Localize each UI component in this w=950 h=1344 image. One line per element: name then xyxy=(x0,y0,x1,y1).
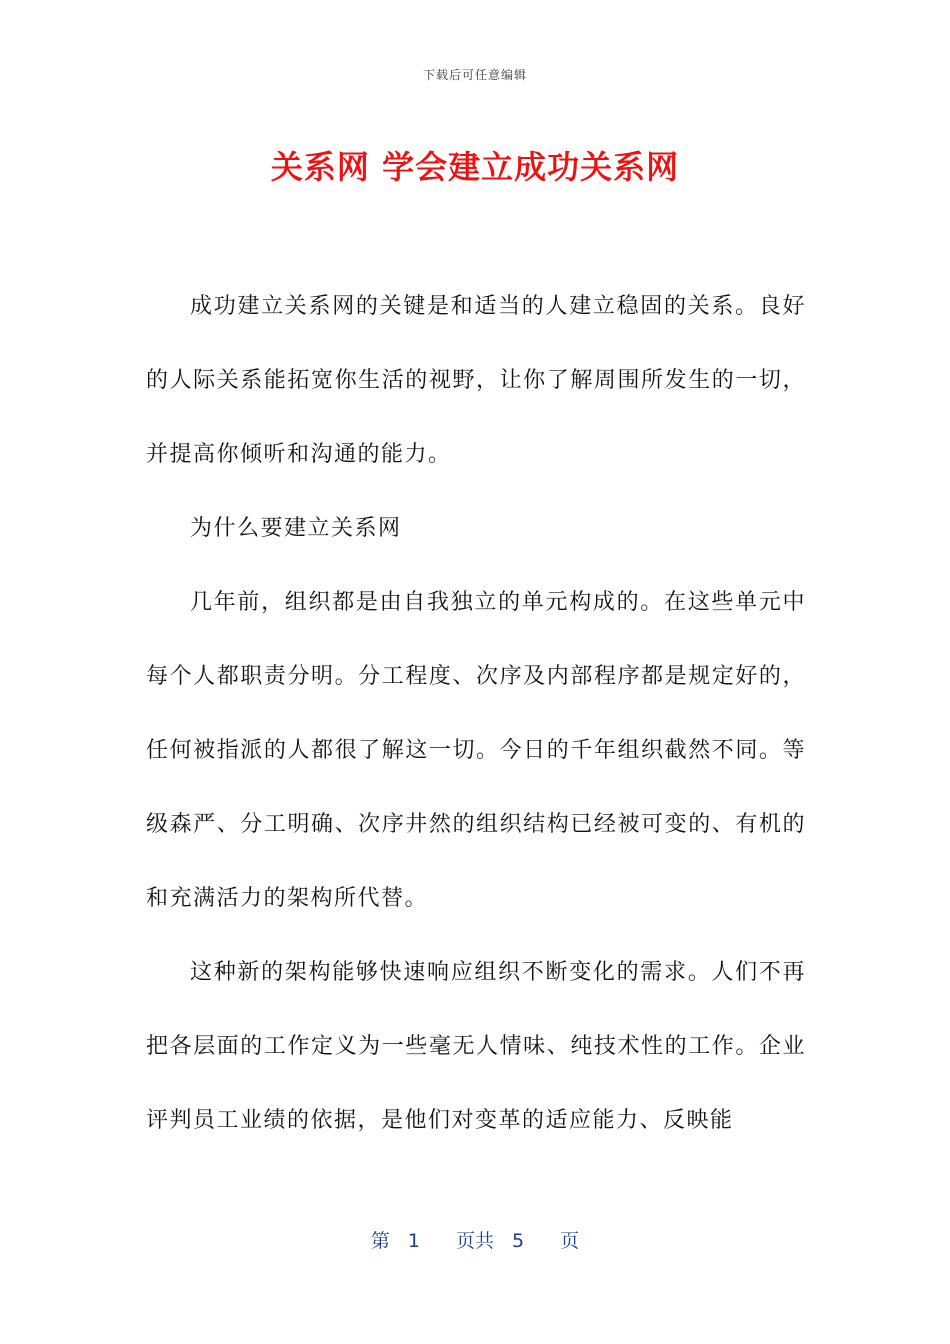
section-heading: 为什么要建立关系网 xyxy=(190,516,402,541)
document-title: 关系网 学会建立成功关系网 xyxy=(270,148,680,186)
body-paragraph: 成功建立关系网的关键是和适当的人建立稳固的关系。良好的人际关系能拓宽你生活的视野，让你了解周围所发生的一切，并提高你倾听和沟通的能力。 xyxy=(146,294,806,467)
footer-middle: 页共 xyxy=(455,1230,494,1252)
footer-suffix: 页 xyxy=(560,1230,580,1252)
footer-prefix: 第 xyxy=(370,1230,390,1252)
footer-total-pages: 5 xyxy=(512,1230,525,1252)
body-paragraph: 这种新的架构能够快速响应组织不断变化的需求。人们不再把各层面的工作定义为一些毫无人情味、纯技术性的工作。企业评判员工业绩的依据，是他们对变革的适应能力、反映能 xyxy=(146,960,806,1133)
page-footer xyxy=(0,1226,950,1253)
body-paragraph: 几年前，组织都是由自我独立的单元构成的。在这些单元中每个人都职责分明。分工程度、次序及内部程序都是规定好的，任何被指派的人都很了解这一切。今日的千年组织截然不同。等级森严、分工明确、次序井然的组织结构已经被可变的、有机的和充满活力的架构所代替。 xyxy=(146,590,806,911)
document-body xyxy=(146,270,806,1158)
header-note: 下载后可任意编辑 xyxy=(422,68,527,82)
footer-current-page: 1 xyxy=(407,1230,420,1252)
